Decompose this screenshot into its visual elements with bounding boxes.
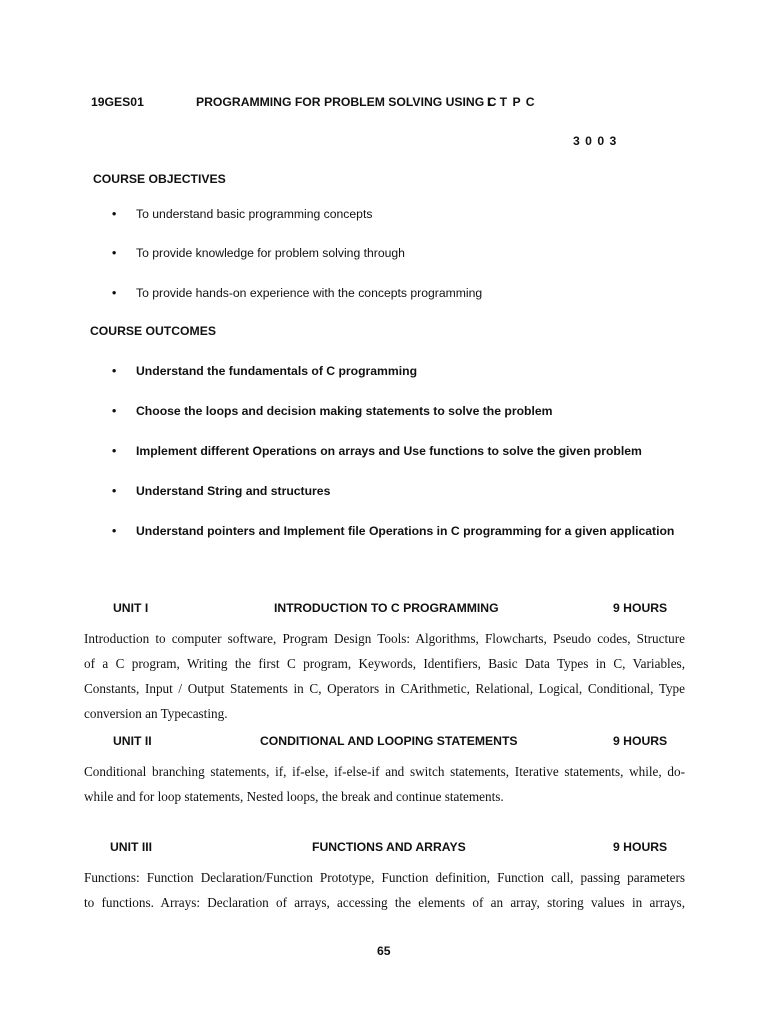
unit-label: UNIT III <box>110 840 152 854</box>
bullet-icon: • <box>112 524 117 538</box>
unit-label: UNIT II <box>113 734 152 748</box>
ltpc-values: 3 0 0 3 <box>573 134 617 148</box>
bullet-icon: • <box>112 444 117 458</box>
unit-title: INTRODUCTION TO C PROGRAMMING <box>274 601 499 615</box>
unit-description: Conditional branching statements, if, if-else, if-else-if and switch statements, Iterative statements, while, do- while and for loop statements, Nested loops, the break and continue statements. <box>84 764 685 804</box>
unit-title: CONDITIONAL AND LOOPING STATEMENTS <box>260 734 518 748</box>
bullet-icon: • <box>112 246 117 260</box>
outcomes-heading: COURSE OUTCOMES <box>90 324 216 338</box>
bullet-icon: • <box>112 286 117 300</box>
unit-hours: 9 HOURS <box>613 840 668 854</box>
bullet-icon: • <box>112 207 117 221</box>
unit-description: Functions: Function Declaration/Function Prototype, Function definition, Function call, passing parameters to functions. Arrays: Declaration of arrays, accessing the elements of an array, storing values in arrays, <box>84 870 685 910</box>
unit-title: FUNCTIONS AND ARRAYS <box>312 840 466 854</box>
course-code: 19GES01 <box>91 95 144 109</box>
unit-label: UNIT I <box>113 601 149 615</box>
ltpc-label: L T P C <box>487 95 535 109</box>
objectives-heading: COURSE OBJECTIVES <box>93 172 226 186</box>
page-number: 65 <box>377 944 391 958</box>
unit-hours: 9 HOURS <box>613 734 668 748</box>
bullet-icon: • <box>112 404 117 418</box>
bullet-icon: • <box>112 484 117 498</box>
course-title: PROGRAMMING FOR PROBLEM SOLVING USING C <box>196 95 497 109</box>
unit-hours: 9 HOURS <box>613 601 668 615</box>
unit-description: Introduction to computer software, Program Design Tools: Algorithms, Flowcharts, Pseudo codes, Structure of a C program, Writing the first C program, Keywords, Identifiers, Basic Data Types in C, Variables, Constants, Input / Output Statements in C, Operators in CArithmetic, Relational, Logical, Conditional, Type conversion an Typecasting. <box>84 631 685 721</box>
bullet-icon: • <box>112 364 117 378</box>
